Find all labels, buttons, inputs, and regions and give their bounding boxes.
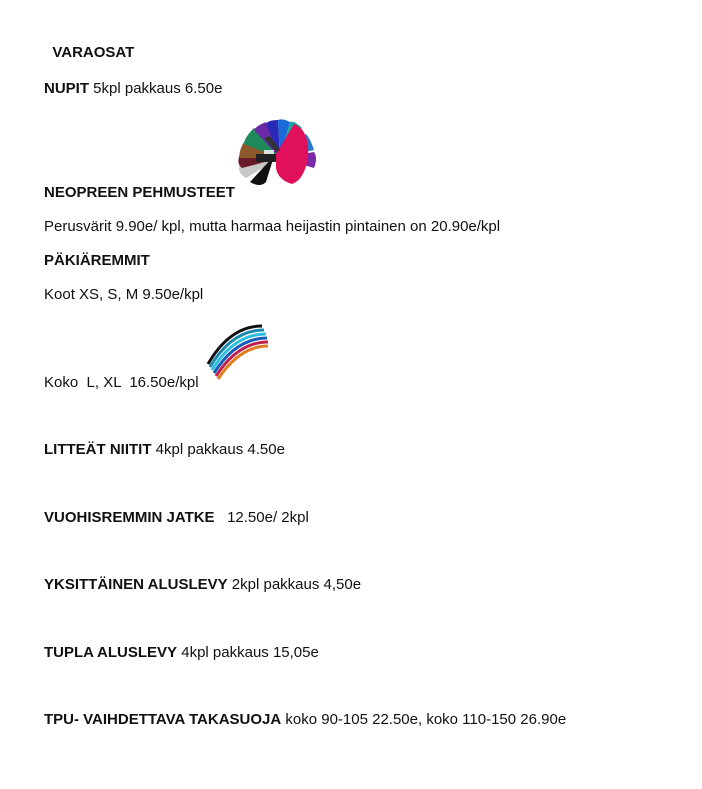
item-neopreen-title: NEOPREEN PEHMUSTEET [44,184,235,201]
item-name: NUPIT [44,80,89,97]
straps-bundle-icon [204,322,272,384]
item-detail: koko 90-105 22.50e, koko 110-150 26.90e [281,711,567,728]
item-litteat [44,441,285,459]
item-name: YKSITTÄINEN ALUSLEVY [44,576,228,593]
item-pakiaremmit-title: PÄKIÄREMMIT [44,252,150,269]
item-neopreen-detail: Perusvärit 9.90e/ kpl, mutta harmaa heijastin pintainen on 20.90e/kpl [44,218,501,235]
item-pakiaremmit-large: Koko L, XL 16.50e/kpl [44,374,199,391]
item-name: TUPLA ALUSLEVY [44,644,178,661]
item-yksittainen [44,576,361,594]
item-detail: 2kpl pakkaus 4,50e [227,576,362,593]
item-detail: 5kpl pakkaus 6.50e [89,80,223,97]
item-vuohis [44,509,309,527]
item-name: VUOHISREMMIN JATKE [44,509,215,526]
item-tupla [44,644,319,662]
item-detail: 12.50e/ 2kpl [214,509,309,526]
item-tpu [44,711,566,729]
item-name: LITTEÄT NIITIT [44,441,152,458]
item-detail: 4kpl pakkaus 4.50e [151,441,285,458]
page-title: VARAOSAT [52,44,135,61]
item-pakiaremmit-small: Koot XS, S, M 9.50e/kpl [44,286,204,303]
item-name: TPU- VAIHDETTAVA TAKASUOJA [44,711,282,728]
item-nupit [44,80,222,98]
neoprene-pads-fan-icon [238,118,320,190]
item-detail: 4kpl pakkaus 15,05e [177,644,319,661]
